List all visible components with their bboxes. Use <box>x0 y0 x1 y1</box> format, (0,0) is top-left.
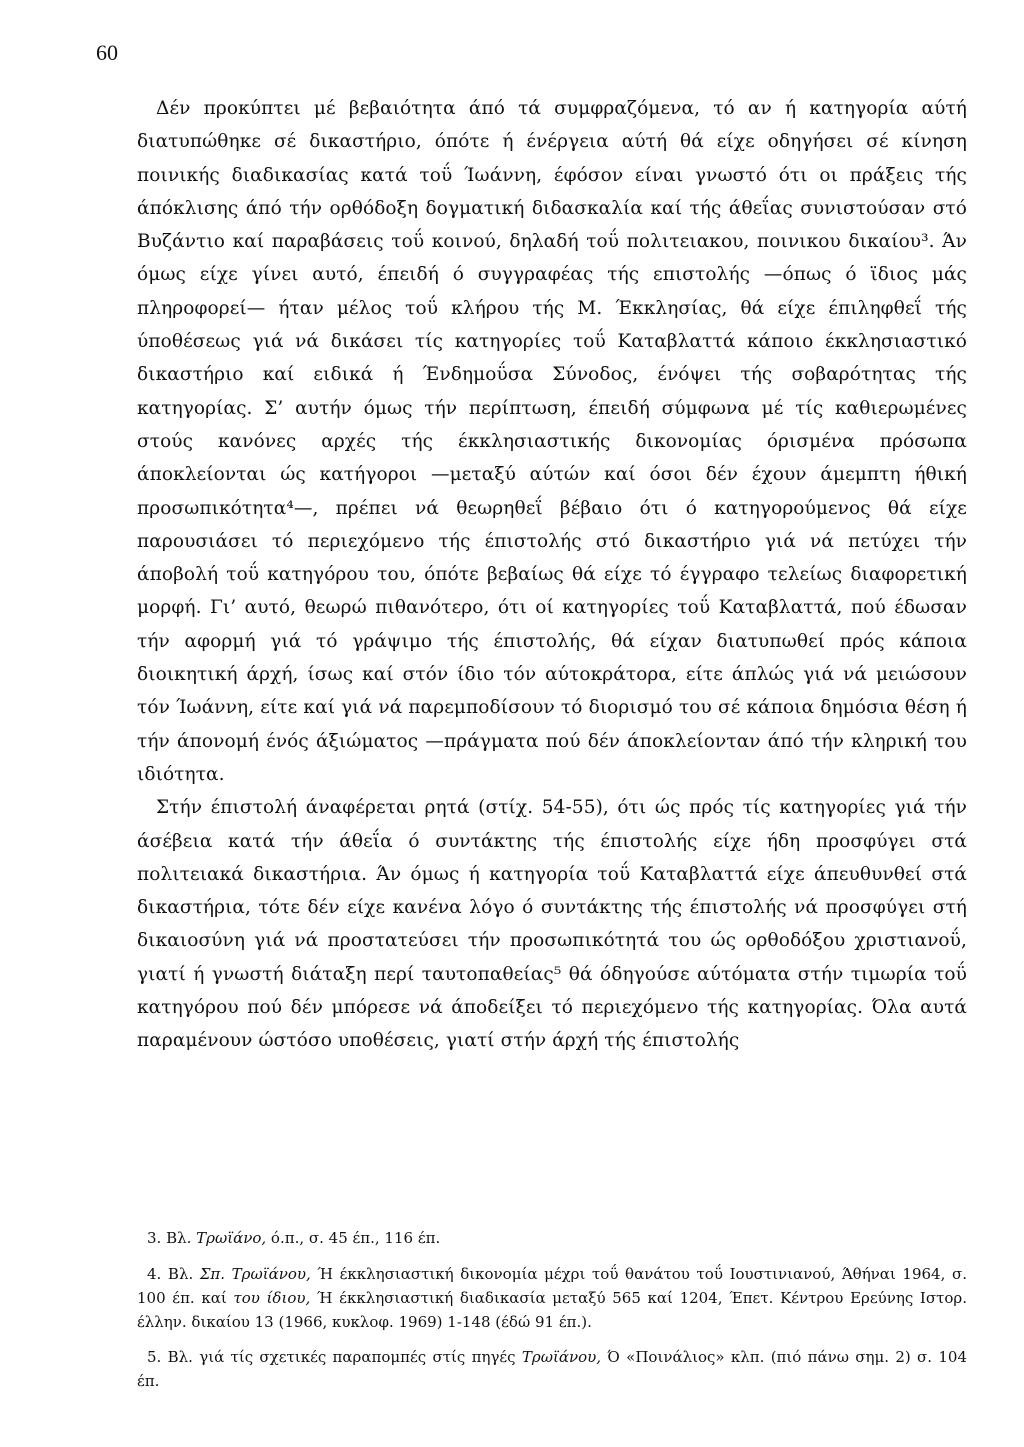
footnote-author: Τρωϊάνου, <box>521 1348 601 1366</box>
page-number: 60 <box>96 40 118 65</box>
paragraph: Δέν προκύπτει μέ βεβαιότητα άπό τά συμφραζόμενα, τό αν ή κατηγορία αύτή διατυπώθηκε σέ δικαστήριο, όπότε ή ένέργεια αύτή θά είχε οδηγήσει σέ κίνηση ποινικής διαδικασίας κατά τοΰ Ίωάννη, έφόσον είναι γνωστό ότι οι πράξεις τής άπόκλισης άπό τήν ορθόδοξη δογματική διδασκαλία καί τής άθεΐας συνιστούσαν στό Βυζάντιο καί παραβάσεις τοΰ κοινού, δηλαδή τοΰ πολιτειακου, ποινικου δικαίου³. Άν όμως είχε γίνει αυτό, έπειδή ό συγγραφέας τής επιστολής —όπως ό ϊδιος μάς πληροφορεί— ήταν μέλος τοΰ κλήρου τής Μ. Έκκλησίας, θά είχε έπιληφθεΐ τής ύποθέσεως γιά νά δικάσει τίς κατηγορίες τοΰ Καταβλαττά κάποιο έκκλησιαστικό δικαστήριο καί ειδικά ή Ένδημοΰσα Σύνοδος, ένόψει τής σοβαρότητας τής κατηγορίας. Σ’ αυτήν όμως τήν περίπτωση, έπειδή σύμφωνα μέ τίς καθιερωμένες στούς κανόνες αρχές τής έκκλησιαστικής δικονομίας όρισμένα πρόσωπα άποκλείονται ώς κατήγοροι —μεταξύ αύτών καί όσοι δέν έχουν άμεμπτη ήθική προσωπικότητα⁴—, πρέπει νά θεωρηθεΐ βέβαιο ότι ό κατηγορούμενος θά είχε παρουσιάσει τό περιεχόμενο τής έπιστολής στό δικαστήριο γιά νά πετύχει τήν άποβολή τοΰ κατηγόρου του, όπότε βεβαίως θά είχε τό έγγραφο τελείως διαφορετική μορφή. Γι’ αυτό, θεωρώ πιθανότερο, ότι οί κατηγορίες τοΰ Καταβλαττά, πού έδωσαν τήν αφορμή γιά τό γράψιμο τής έπιστολής, θά είχαν διατυπωθεί πρός κάποια διοικητική άρχή, ίσως καί στόν ίδιο τόν αύτοκράτορα, είτε άπλώς γιά νά μειώσουν τόν Ίωάννη, είτε καί γιά νά παρεμποδίσουν τό διορισμό του σέ κάποια δημόσια θέση ή τήν άπονομή ένός άξιώματος —πράγματα πού δέν άποκλείονταν άπό τήν κληρική του ιδιότητα. <box>137 98 967 785</box>
paragraph: Στήν έπιστολή άναφέρεται ρητά (στίχ. 54-55), ότι ώς πρός τίς κατηγορίες γιά τήν άσέβεια κατά τήν άθεΐα ό συντάκτης τής έπιστολής είχε ήδη προσφύγει στά πολιτειακά δικαστήρια. Άν όμως ή κατηγορία τοΰ Καταβλαττά είχε άπευθυνθεί στά δικαστήρια, τότε δέν είχε κανένα λόγο ό συντάκτης τής έπιστολής νά προσφύγει στή δικαιοσύνη γιά νά προστατεύσει τήν προσωπικότητά του ώς ορθοδόξου χριστιανοΰ, γιατί ή γνωστή διάταξη περί ταυτοπαθείας⁵ θά όδηγούσε αύτόματα στήν τιμωρία τοΰ κατηγόρου πού δέν μπόρεσε νά άποδείξει τό περιεχόμενο τής κατηγορίας. Όλα αυτά παραμένουν ώστόσο υποθέσεις, γιατί στήν άρχή τής έπιστολής <box>137 797 967 1052</box>
footnote-5 <box>137 1345 967 1393</box>
footnote-text: ό.π., σ. 45 έπ., 116 έπ. <box>266 1229 441 1247</box>
footnote-3 <box>137 1226 967 1250</box>
footnote-author: του ίδιου, <box>233 1289 311 1307</box>
footnote-text: Ή έκκλησιαστική διαδικασία μεταξύ 565 καί 1204, Έπετ. Κέντρου Ερεύνης Ιστορ. έλλην. δικαίου 13 (1966, κυκλοφ. 1969) 1-148 (έδώ 91 έπ.). <box>137 1289 968 1331</box>
footnote-lead: 5. Βλ. γιά τίς σχετικές παραπομπές στίς πηγές <box>147 1348 522 1366</box>
footnote-author: Τρωϊάνο, <box>196 1229 267 1247</box>
main-text <box>137 92 967 1058</box>
footnote-4 <box>137 1262 967 1334</box>
footnotes <box>137 1226 967 1405</box>
footnote-text: Ό «Ποινάλιος» κλπ. (πιό πάνω σημ. 2) σ. 104 έπ. <box>137 1348 967 1390</box>
footnote-text: Ή έκκλησιαστική δικονομία μέχρι τοΰ θανάτου τοΰ Ιουστινιανού, Άθήναι 1964, σ. 100 έπ. καί <box>137 1265 967 1307</box>
footnote-lead: 3. Βλ. <box>147 1229 197 1247</box>
footnote-lead: 4. Βλ. <box>147 1265 200 1283</box>
footnote-author: Σπ. Τρωϊάνου, <box>199 1265 311 1283</box>
